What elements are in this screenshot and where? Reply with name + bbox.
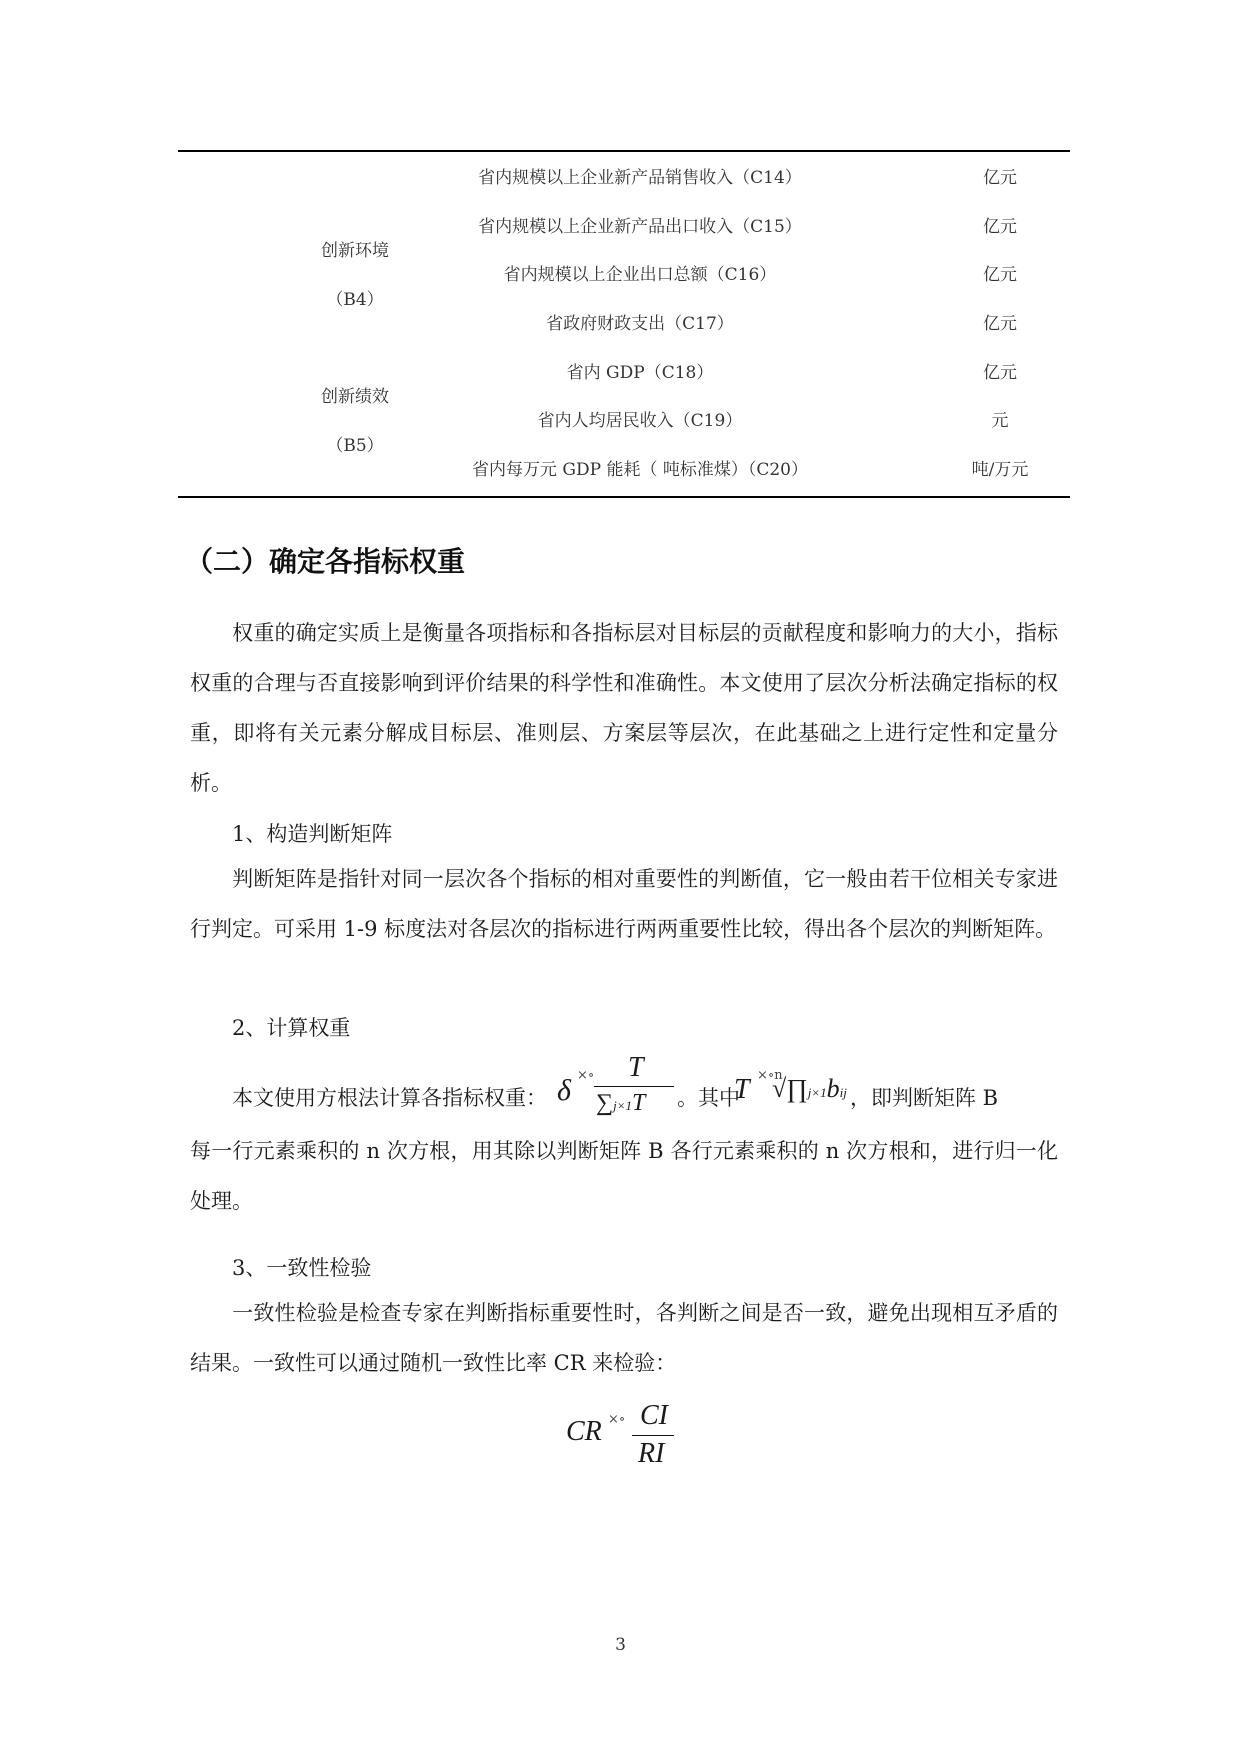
- indicator-c14: 省内规模以上企业新产品销售收入（C14）: [478, 168, 802, 188]
- paragraph-weights-intro: 权重的确定实质上是衡量各项指标和各指标层对目标层的贡献程度和影响力的大小，指标权重的合理与否直接影响到评价结果的科学性和准确性。本文使用了层次分析法确定指标的权重，即将有关元素分解成目标层、准则层、方案层等层次，在此基础之上进行定性和定量分析。: [190, 621, 1058, 795]
- step2-title: 2、计算权重: [232, 1016, 351, 1040]
- unit-c18: 亿元: [983, 363, 1017, 383]
- table-bottom-rule: [178, 496, 1070, 498]
- cr-equals-glyph: ×∘: [608, 1412, 626, 1427]
- category-b5-code: （B5）: [326, 436, 384, 456]
- section-heading: （二）确定各指标权重: [185, 545, 466, 578]
- cr-denominator: RI: [638, 1438, 665, 1469]
- indicator-c16: 省内规模以上企业出口总额（C16）: [503, 265, 777, 285]
- root-product: √∏j×1bij: [772, 1074, 847, 1103]
- step3-title: 3、一致性检验: [232, 1256, 372, 1280]
- category-b4-name: 创新环境: [321, 241, 389, 261]
- step1-title: 1、构造判断矩阵: [232, 822, 393, 846]
- formula-intro-text: 本文使用方根法计算各指标权重：: [232, 1086, 547, 1110]
- category-b5-name: 创新绩效: [321, 387, 389, 407]
- paragraph-normalization: 每一行元素乘积的 n 次方根，用其除以判断矩阵 B 各行元素乘积的 n 次方根和，进行归一化处理。: [190, 1139, 1058, 1213]
- frac-denominator-sum: ∑j×1T: [596, 1090, 646, 1116]
- paragraph-judgment-matrix: 判断矩阵是指针对同一层次各个指标的相对重要性的判断值，它一般由若干位相关专家进行判定。可采用 1-9 标度法对各层次的指标进行两两重要性比较，得出各个层次的判断矩阵。: [190, 867, 1058, 941]
- equals-glyph: ×∘: [577, 1068, 595, 1083]
- indicator-c20: 省内每万元 GDP 能耗（ 吨标准煤）（C20）: [472, 460, 808, 480]
- formula-mid-text: 。其中: [677, 1086, 740, 1110]
- page-number: 3: [615, 1635, 626, 1655]
- cr-numerator: CI: [640, 1400, 668, 1431]
- indicator-c17: 省政府财政支出（C17）: [546, 314, 734, 334]
- unit-c14: 亿元: [983, 168, 1017, 188]
- cr-lhs: CR: [566, 1416, 602, 1447]
- paragraph-consistency: 一致性检验是检查专家在判断指标重要性时，各判断之间是否一致，避免出现相互矛盾的结果。一致性可以通过随机一致性比率 CR 来检验：: [190, 1301, 1058, 1375]
- t-symbol: T: [734, 1074, 750, 1105]
- indicator-c18: 省内 GDP（C18）: [566, 363, 714, 383]
- unit-c20: 吨/万元: [971, 460, 1029, 480]
- unit-c16: 亿元: [983, 265, 1017, 285]
- unit-c15: 亿元: [983, 217, 1017, 237]
- fraction-bar: [594, 1086, 674, 1087]
- unit-c17: 亿元: [983, 314, 1017, 334]
- cr-fraction-bar: [632, 1435, 674, 1436]
- category-b4-code: （B4）: [326, 290, 384, 310]
- indicator-c19: 省内人均居民收入（C19）: [537, 411, 743, 431]
- table-top-rule: [178, 150, 1070, 152]
- frac-numerator-t: T: [628, 1052, 644, 1083]
- equals-glyph-2: ×∘n: [757, 1068, 783, 1083]
- delta-symbol: δ: [557, 1074, 571, 1107]
- unit-c19: 元: [991, 411, 1009, 431]
- formula-tail-text: ，即判断矩阵 B: [850, 1086, 999, 1110]
- indicator-c15: 省内规模以上企业新产品出口收入（C15）: [478, 217, 802, 237]
